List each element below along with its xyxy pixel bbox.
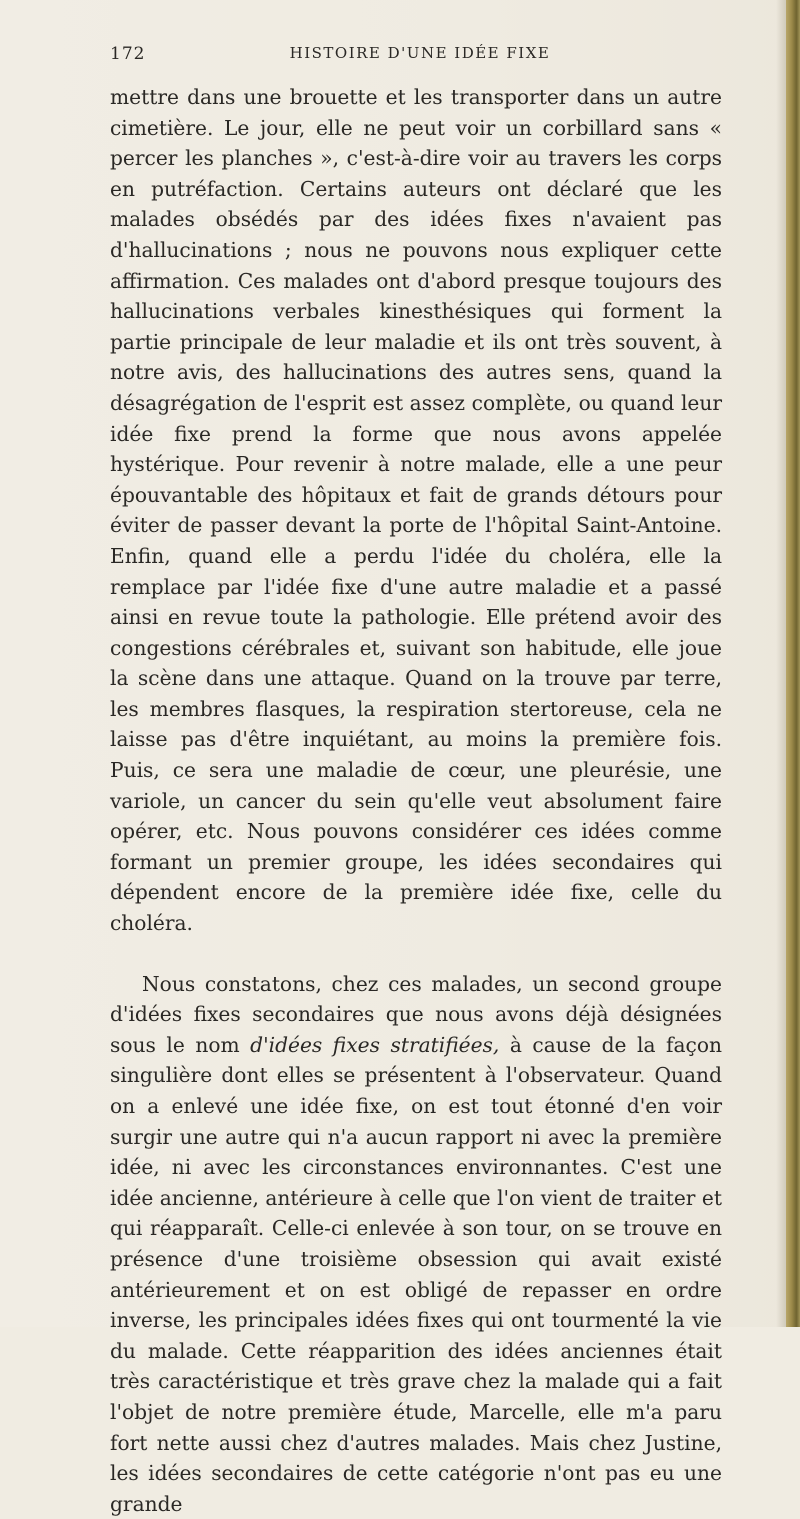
italic-term: d'idées fixes stratifiées, — [250, 1032, 500, 1057]
paragraph-2-end: à cause de la façon singulière dont elles se présentent à l'observateur. Quand on a enlevé une idée fixe, on est tout étonné d'en voir surgir une autre qui n'a aucun rapport ni avec la première idée, ni avec les circonstances environnantes. C'est une idée ancienne, antérieure à celle que l'on vient de traiter et qui réapparaît. Celle-ci enlevée à son tour, on se trouve en présence d'une troisième obsession qui avait existé antérieurement et on est obligé de repasser en ordre inverse, les principales idées fixes qui ont tourmenté la vie du malade. Cette réapparition des idées anciennes était très caractéristique et très grave chez la malade qui a fait l'objet de notre première étude, Marcelle, elle m'a paru fort nette aussi chez d'autres malades. Mais chez Justine, les idées secondaires de cette catégorie n'ont pas eu une grande — [110, 1032, 722, 1516]
page-header — [110, 44, 730, 68]
paragraph-2 — [110, 969, 722, 1519]
book-edge — [786, 0, 800, 1327]
body-text — [110, 82, 722, 1519]
running-title: HISTOIRE D'UNE IDÉE FIXE — [289, 44, 551, 62]
page-number: 172 — [110, 44, 146, 64]
paragraph-1: mettre dans une brouette et les transporter dans un autre cimetière. Le jour, elle ne peut voir un corbillard sans « percer les planches », c'est-à-dire voir au travers les corps en putréfaction. Certains auteurs ont déclaré que les malades obsédés par des idées fixes n'avaient pas d'hallucinations ; nous ne pouvons nous expliquer cette affirmation. Ces malades ont d'abord presque toujours des hallucinations verbales kinesthésiques qui forment la partie principale de leur maladie et ils ont très souvent, à notre avis, des hallucinations des autres sens, quand la désagrégation de l'esprit est assez complète, ou quand leur idée fixe prend la forme que nous avons appelée hystérique. Pour revenir à notre malade, elle a une peur épouvantable des hôpitaux et fait de grands détours pour éviter de passer devant la porte de l'hôpital Saint-Antoine. Enfin, quand elle a perdu l'idée du choléra, elle la remplace par l'idée fixe d'une autre maladie et a passé ainsi en revue toute la pathologie. Elle prétend avoir des congestions cérébrales et, suivant son habitude, elle joue la scène dans une attaque. Quand on la trouve par terre, les membres flasques, la respiration stertoreuse, cela ne laisse pas d'être inquiétant, au moins la première fois. Puis, ce sera une maladie de cœur, une pleurésie, une variole, un cancer du sein qu'elle veut absolument faire opérer, etc. Nous pouvons considérer ces idées comme formant un premier groupe, les idées secondaires qui dépendent encore de la première idée fixe, celle du choléra. — [110, 85, 722, 936]
paragraph-2-start: Nous constatons, chez ces malades, un second groupe d'idées fixes secondaires que nous avons déjà désignées sous le nom — [110, 971, 722, 1057]
page-gutter-shadow — [776, 0, 786, 1327]
